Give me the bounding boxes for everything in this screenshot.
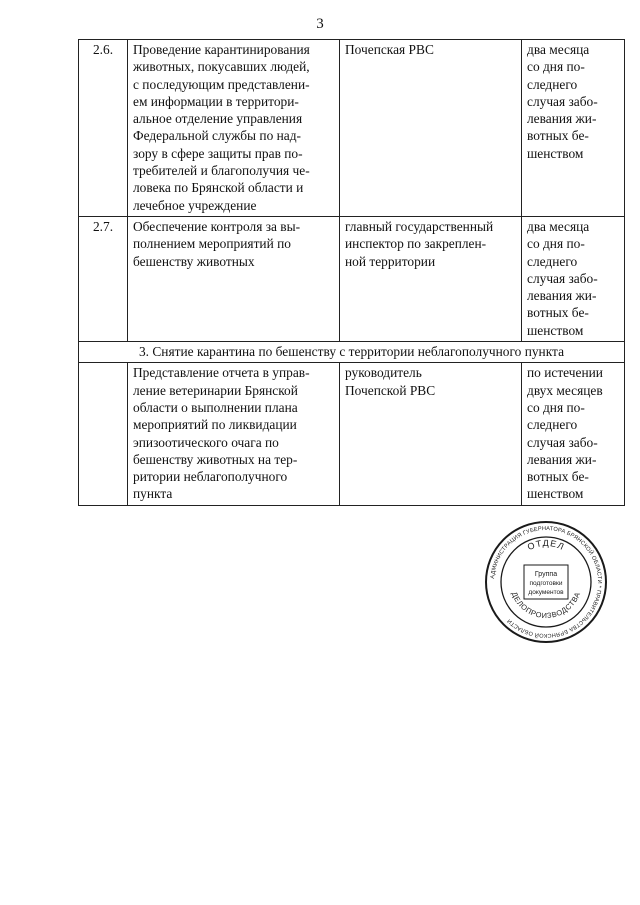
text-line: вотных бе-: [527, 128, 589, 144]
stamp-center-line: документов: [528, 589, 564, 596]
deadline-cell: [522, 216, 625, 341]
text-line: следнего: [527, 76, 578, 92]
row-number: 2.7.: [79, 216, 128, 341]
text-line: случая забо-: [527, 434, 598, 450]
text-line: полнением мероприятий по: [133, 236, 291, 252]
stamp-outer-text: АДМИНИСТРАЦИЯ ГУБЕРНАТОРА БРЯНСКОЙ ОБЛАСТИ * ПРАВИТЕЛЬСТВА БРЯНСКОЙ ОБЛАСТИ: [490, 525, 603, 639]
text-line: случая забо-: [527, 270, 598, 286]
table-row: [79, 40, 625, 217]
text-line: вотных бе-: [527, 469, 589, 485]
text-line: ление ветеринарии Брянской: [133, 382, 298, 398]
row-number: 2.6.: [79, 40, 128, 217]
text-line: следнего: [527, 417, 578, 433]
responsible-cell: Почепская РВС: [340, 40, 522, 217]
text-line: требителей и благополучия че-: [133, 163, 310, 179]
action-cell: [128, 216, 340, 341]
text-line: эпизоотического очага по: [133, 434, 279, 450]
text-line: двух месяцев: [527, 382, 603, 398]
text-line: альное отделение управления: [133, 111, 303, 127]
text-line: Федеральной службы по над-: [133, 128, 301, 144]
text-line: два месяца: [527, 218, 590, 234]
text-line: Представление отчета в управ-: [133, 365, 310, 381]
action-cell: [128, 40, 340, 217]
responsible-cell: главный государственный инспектор по закреплен- ной территории: [340, 216, 522, 341]
text-line: шенством: [527, 145, 584, 161]
text-line: левания жи-: [527, 451, 597, 467]
stamp-center-line: Группа: [534, 571, 558, 578]
text-line: вотных бе-: [527, 305, 589, 321]
section-header-row: [79, 342, 625, 363]
text-line: ем информации в территори-: [133, 93, 299, 109]
text-line: животных, покусавших людей,: [133, 59, 310, 75]
text-line: Обеспечение контроля за вы-: [133, 218, 301, 234]
text-line: шенством: [527, 486, 584, 502]
stamp-center-line: подготовки: [529, 580, 563, 587]
deadline-cell: [522, 363, 625, 505]
responsible-cell: руководитель Почепской РВС: [340, 363, 522, 505]
text-line: случая забо-: [527, 93, 598, 109]
stamp-arc-bottom: ДЕЛОПРОИЗВОДСТВА: [509, 590, 583, 621]
text-line: области о выполнении плана: [133, 399, 298, 415]
text-line: шенством: [527, 322, 584, 338]
text-line: два месяца: [527, 42, 590, 57]
text-line: мероприятий по ликвидации: [133, 417, 297, 433]
text-line: по истечении: [527, 365, 603, 381]
text-line: зору в сфере защиты прав по-: [133, 145, 303, 161]
text-line: ловека по Брянской области и: [133, 180, 304, 196]
text-line: следнего: [527, 253, 578, 269]
text-line: лечебное учреждение: [133, 197, 257, 213]
text-line: Проведение карантинирования: [133, 42, 310, 57]
table-row: [79, 216, 625, 341]
text-line: пункта: [133, 486, 173, 502]
text-line: бешенству животных на тер-: [133, 451, 298, 467]
text-line: левания жи-: [527, 288, 597, 304]
page-number: 3: [316, 16, 324, 32]
text-line: с последующим представлени-: [133, 76, 310, 92]
text-line: со дня по-: [527, 399, 585, 415]
text-line: со дня по-: [527, 236, 585, 252]
text-line: ритории неблагополучного: [133, 469, 288, 485]
action-cell: [128, 363, 340, 505]
stamp-arc-top: ОТДЕЛ: [525, 537, 567, 553]
official-stamp: [484, 520, 608, 644]
text-line: бешенству животных: [133, 253, 255, 269]
table-row: [79, 363, 625, 505]
section-title: 3. Снятие карантина по бешенству с территории неблагополучного пункта: [79, 342, 625, 363]
measures-table: [78, 39, 625, 506]
text-line: левания жи-: [527, 111, 597, 127]
text-line: со дня по-: [527, 59, 585, 75]
row-number: [79, 363, 128, 505]
deadline-cell: [522, 40, 625, 217]
